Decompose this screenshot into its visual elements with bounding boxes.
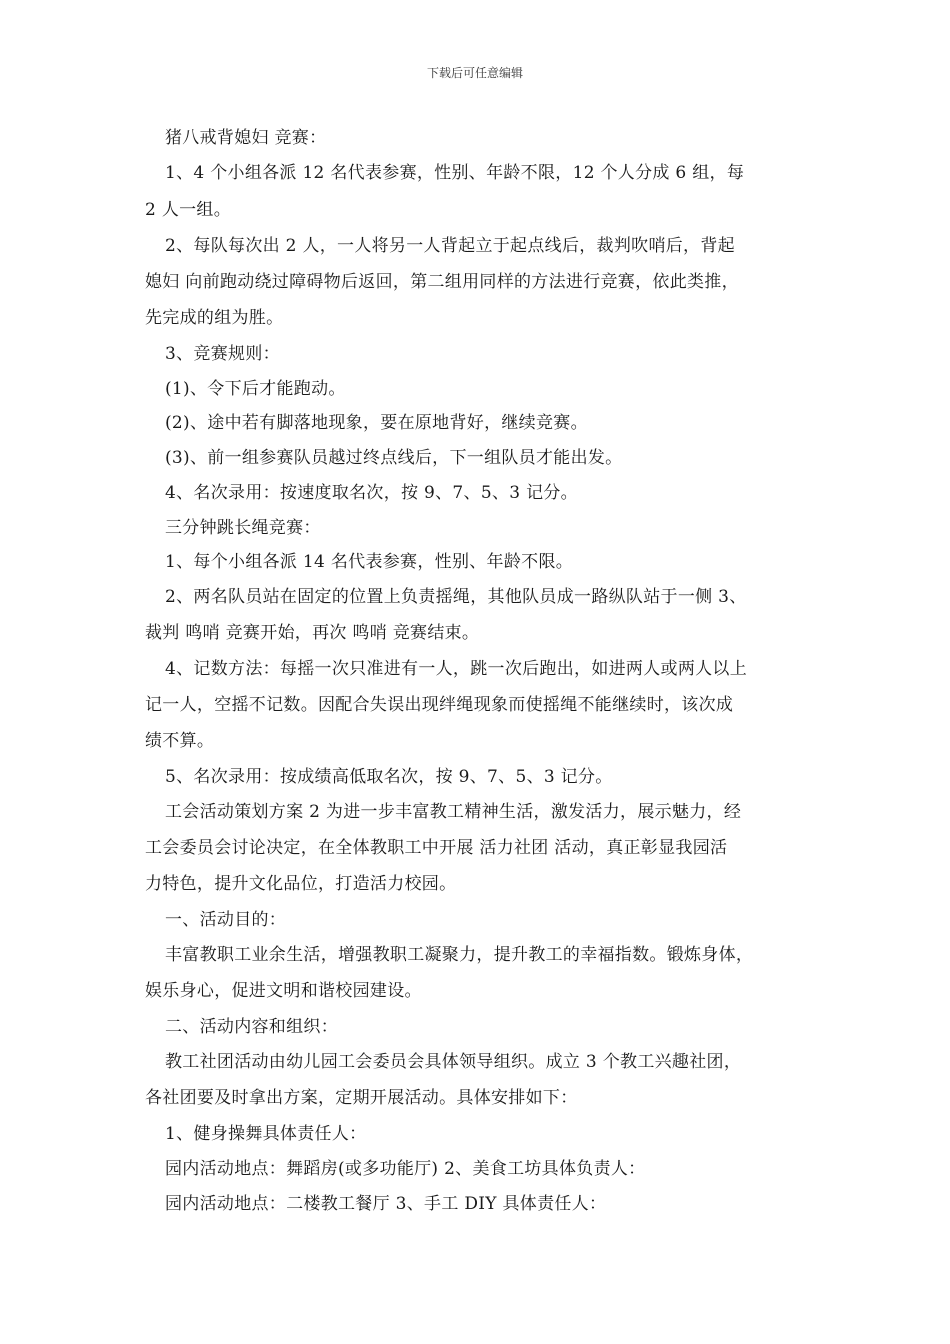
paragraph-line: (1)、令下后才能跑动。 bbox=[165, 379, 346, 399]
paragraph-line: 4、名次录用：按速度取名次，按 9、7、5、3 记分。 bbox=[165, 483, 578, 503]
paragraph-line: 2、两名队员站在固定的位置上负责摇绳，其他队员成一路纵队站于一侧 3、 bbox=[165, 587, 747, 607]
paragraph-line: (2)、途中若有脚落地现象，要在原地背好，继续竞赛。 bbox=[165, 413, 588, 433]
paragraph-line: 工会活动策划方案 2 为进一步丰富教工精神生活，激发活力，展示魅力，经 bbox=[165, 802, 742, 822]
paragraph-line: 5、名次录用：按成绩高低取名次，按 9、7、5、3 记分。 bbox=[165, 767, 613, 787]
paragraph-line: 3、竞赛规则： bbox=[165, 344, 280, 364]
paragraph-line: 裁判 鸣哨 竞赛开始，再次 鸣哨 竞赛结束。 bbox=[145, 623, 480, 643]
paragraph-line: 先完成的组为胜。 bbox=[145, 308, 284, 328]
section-title: 猪八戒背媳妇 竞赛： bbox=[165, 128, 327, 148]
paragraph-line: 教工社团活动由幼儿园工会委员会具体领导组织。成立 3 个教工兴趣社团， bbox=[165, 1052, 742, 1072]
paragraph-line: 园内活动地点：二楼教工餐厅 3、手工 DIY 具体责任人： bbox=[165, 1194, 607, 1214]
paragraph-line: 1、4 个小组各派 12 名代表参赛，性别、年龄不限，12 个人分成 6 组，每 bbox=[165, 163, 745, 183]
paragraph-line: 娱乐身心，促进文明和谐校园建设。 bbox=[145, 981, 422, 1001]
paragraph-line: 记一人，空摇不记数。因配合失误出现绊绳现象而使摇绳不能继续时，该次成 bbox=[145, 695, 734, 715]
paragraph-line: 工会委员会讨论决定，在全体教职工中开展 活力社团 活动，真正彰显我园活 bbox=[145, 838, 728, 858]
section-title: 二、活动内容和组织： bbox=[165, 1017, 338, 1037]
section-title: 三分钟跳长绳竞赛： bbox=[165, 518, 321, 538]
paragraph-line: 媳妇 向前跑动绕过障碍物后返回，第二组用同样的方法进行竞赛，依此类推， bbox=[145, 272, 739, 292]
paragraph-line: 2、每队每次出 2 人，一人将另一人背起立于起点线后，裁判吹哨后，背起 bbox=[165, 236, 735, 256]
paragraph-line: 园内活动地点：舞蹈房(或多功能厅) 2、美食工坊具体负责人： bbox=[165, 1159, 646, 1179]
page-header: 下载后可任意编辑 bbox=[426, 66, 523, 80]
paragraph-line: 4、记数方法：每摇一次只准进有一人，跳一次后跑出，如进两人或两人以上 bbox=[165, 659, 748, 679]
paragraph-line: 绩不算。 bbox=[145, 731, 215, 751]
paragraph-line: 1、健身操舞具体责任人： bbox=[165, 1124, 367, 1144]
section-title: 一、活动目的： bbox=[165, 910, 287, 930]
paragraph-line: 各社团要及时拿出方案，定期开展活动。具体安排如下： bbox=[145, 1088, 578, 1108]
paragraph-line: (3)、前一组参赛队员越过终点线后，下一组队员才能出发。 bbox=[165, 448, 623, 468]
paragraph-line: 力特色，提升文化品位，打造活力校园。 bbox=[145, 874, 457, 894]
paragraph-line: 1、每个小组各派 14 名代表参赛，性别、年龄不限。 bbox=[165, 552, 574, 572]
paragraph-line: 2 人一组。 bbox=[145, 200, 232, 220]
paragraph-line: 丰富教职工业余生活，增强教职工凝聚力，提升教工的幸福指数。锻炼身体， bbox=[165, 945, 754, 965]
